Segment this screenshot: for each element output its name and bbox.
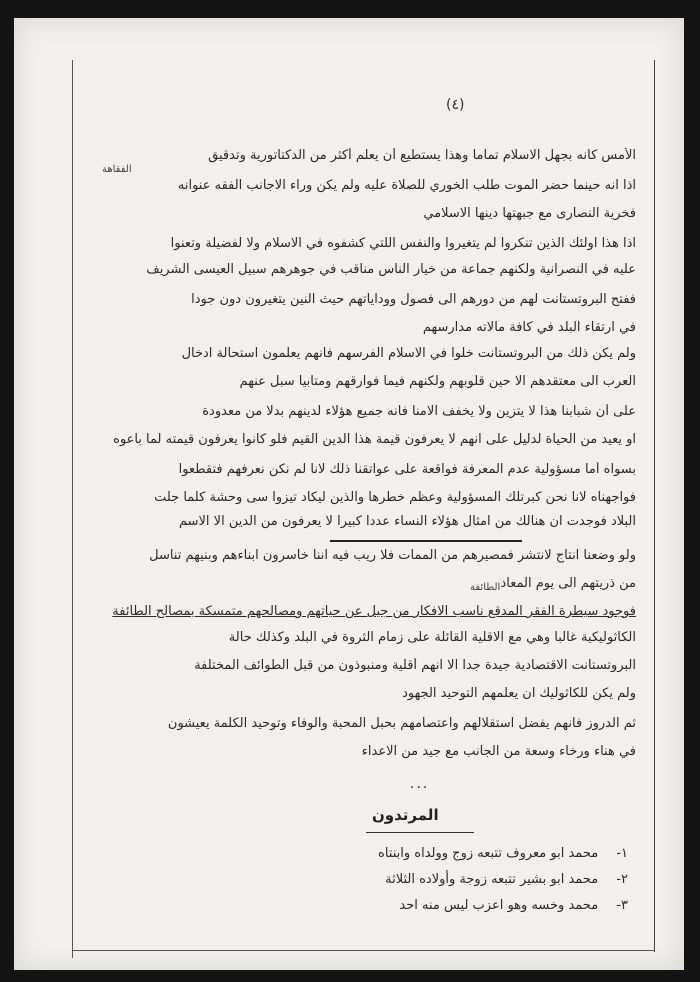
text-line: عليه في النصرانية ولكنهم جماعة من خيار الناس مناقب في جوهرهم سبيل العيسى الشريف — [146, 262, 636, 277]
text-line: البروتستانت الاقتصادية جيدة جدا الا انهم أقلية ومنبوذون من قبل الطوائف المختلفة — [194, 658, 636, 673]
text-line: الكاثوليكية غالبا وهي مع الاقلية القائلة على زمام الثروة في البلد وكذلك حالة — [228, 630, 636, 645]
text-line: في ارتقاء البلد في كافة مالاته مدارسهم — [422, 320, 636, 335]
list-item — [399, 898, 628, 913]
left-margin-line — [72, 60, 73, 958]
right-margin-line — [654, 60, 655, 952]
text-line: فواجهناه لانا نحن كبرتلك المسؤولية وعظم خطرها والذين ليكاد تيزوا سى وحشة كلما جلت — [154, 490, 636, 505]
page-number: (٤) — [446, 97, 465, 113]
text-line: البلاد فوجدت ان هنالك من امثال هؤلاء النساء عددا كبيرا لا يعرفون من الدين الا الاسم — [178, 514, 636, 529]
text-line: ففتح البروتستانت لهم من دورهم الى فصول ووداياتهم حيث النين يتغيرون دون جودا — [191, 292, 636, 307]
list-item-text: محمد وخسه وهو اعزب ليس منه احد — [399, 898, 599, 913]
text-line: في هناء ورخاء وسعة من الجانب مع جيد من الاعداء — [361, 744, 636, 759]
list-item — [378, 846, 628, 861]
margin-note-middle: الطائفة — [470, 582, 501, 593]
text-line: بسواه أما مسؤولية عدم المعرفة فواقعة على عواتقنا ذلك لانا لم نكن نعرفهم فتقطعوا — [178, 462, 636, 477]
section-title: المرتدون — [372, 806, 439, 824]
list-item-number: ١- — [616, 846, 628, 861]
text-line: على أن شبابنا هذا لا يتزين ولا يخفف آلامنا فانه جميع هؤلاء لدينهم بدلا من معدودة — [202, 404, 636, 419]
text-line: اذا انه حينما حضر الموت طلب الخوري للصلاة عليه ولم يكن وراء الاجانب الفقه عنوانه — [177, 178, 636, 193]
text-line: او يعيد من الحياة لدليل على انهم لا يعرفون قيمة هذا الدين القيم فلو كانوا يعرفون قيمته لما باعوه — [113, 432, 636, 447]
text-line: ولو وضعنا انتاج لانتشر فمصيرهم من الممات فلا ريب فيه اننا خاسرون ابناءهم وبنيهم تناسل — [149, 548, 636, 563]
text-line: فوجود سيطرة الفقر المدقع ناسب الافكار من جيل عن حياتهم ومصالحهم متمسكة بمصالح الطائفة — [112, 604, 636, 619]
text-line: فخرية النصارى مع جبهتها دينها الاسلامي — [423, 206, 636, 221]
bottom-border-line — [72, 950, 655, 951]
text-line: العرب الى معتقدهم الا حين قلوبهم ولكنهم فيما فوارقهم ومتابيا سبل عنهم — [239, 374, 636, 389]
list-item — [385, 872, 628, 887]
text-line: اذا هذا اولئك الذين تنكروا لم يتغيروا والنفس اللتي كشفوه في الاسلام ولا لفضيلة وتعنوا — [170, 236, 636, 251]
text-line: من ذريتهم الى يوم المعاد — [500, 576, 636, 591]
list-item-number: ٢- — [616, 872, 628, 887]
margin-note-top: الفقاهة — [102, 164, 132, 175]
list-item-number: ٣- — [616, 898, 628, 913]
section-separator: ... — [410, 776, 430, 792]
list-item-text: محمد ابو معروف تتبعه زوج وولداه وابنتاه — [378, 846, 599, 861]
text-line: ولم يكن للكاثوليك ان يعلمهم التوحيد الجهود — [402, 686, 636, 701]
title-underline — [366, 832, 474, 833]
list-item-text: محمد ابو بشير تتبعه زوجة وأولاده الثلاثة — [385, 872, 599, 887]
underline-mark — [330, 540, 522, 542]
text-line: ولم يكن ذلك من البروتستانت خلوا في الاسلام الفرسهم فانهم يعلمون استحالة ادخال — [181, 346, 636, 361]
text-line: الأمس كأنه بجهل الاسلام تماما وهذا يستطيع أن يعلم أكثر من الدكتاتورية وتدقيق — [208, 148, 636, 163]
text-line: ثم الدروز فانهم يفضل استقلالهم واعتصامهم بحبل المحبة والوفاء وتوحيد الكلمة يعيشون — [167, 716, 636, 731]
